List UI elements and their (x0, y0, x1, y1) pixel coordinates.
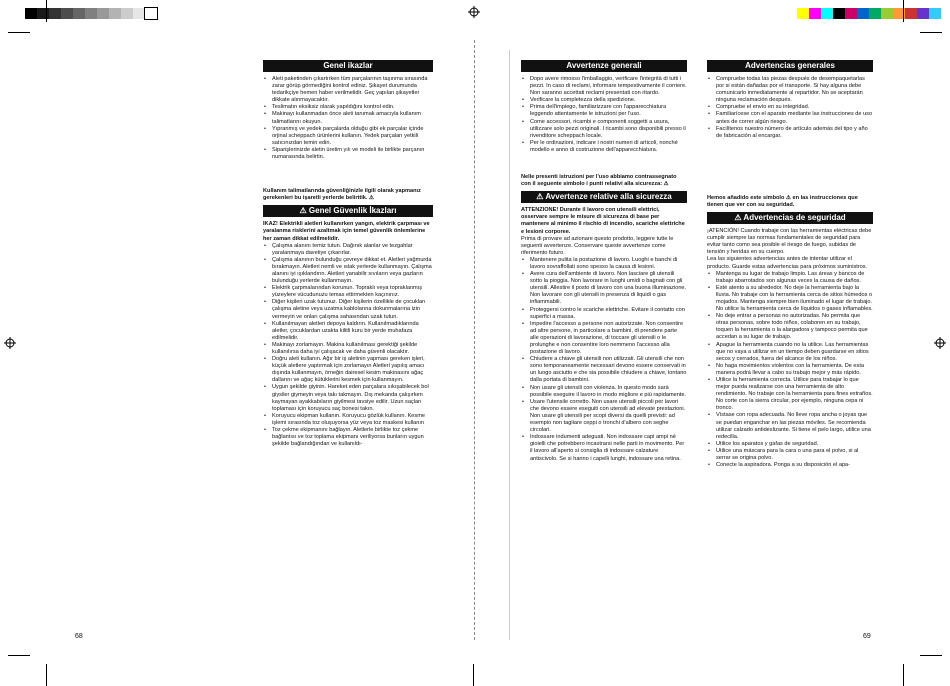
crop-mark (903, 664, 904, 686)
color-swatch (121, 8, 133, 19)
list-item: • Yıpranmış ve yedek parçalarda olduğu gibi ek parçalar içinde orjinal scheppach ürünlerini kullanın. Yedek parçaları yetkili satıcınızdan temin edin. (263, 126, 433, 147)
list-item: • Toz çekme ekipmanını bağlayın. Aletlerle birlikte toz çekme bağlantısı ve toz toplama ekipmanı veriliyorsa bunların uygun şekilde bağlandığından ve kullanıldı- (263, 427, 433, 448)
general-warnings-list-it (521, 76, 687, 154)
list-item: • No haga movimientos violentos con la herramienta. De esta manera podrá llevar a cabo su trabajo mejor y más rápido. (707, 363, 873, 377)
crop-mark (46, 664, 47, 686)
list-item: • Per le ordinazioni, indicare i nostri numeri di articoli, nonché modello e anno di costruzione dell'apparecchiatura. (521, 140, 687, 154)
safety-header-es: ⚠ Advertencias de seguridad (707, 212, 873, 224)
list-item: • Apague la herramienta cuando no la utilice. Las herramientas que no vaya a utilizar en un tiempo deben guardarse en sitios secos y cerrados, fuera del alcance de los niños. (707, 342, 873, 363)
list-item: • Çalışma alanının bulunduğu çevreye dikkat et. Aletleri yağmurda bırakmayın. Aletleri nemli ve ıslak yerlerde kullanmayın. Çalışma alanını iyi ışıklandırın. Aletleri yanabilir sıvıların veya gazların bulunduğu yerlerde kullanmayın. (263, 257, 433, 285)
color-swatch (61, 8, 73, 19)
general-warnings-header-it: Avvertenze generali (521, 60, 687, 72)
list-item: • Vístase con ropa adecuada. No lleve ropa ancha o joyas que se puedan enganchar en las piezas móviles. Se recomienda utilizar calzado antideslizante. Si tiene el pelo largo, utilice una redecilla. (707, 412, 873, 440)
list-item: • Come accessori, ricambi e componenti soggetti a usura, utilizzare solo pezzi originali. I ricambi sono disponibili presso il rivenditore scheppach locale. (521, 119, 687, 140)
list-item: • Koruyucu ekipman kullanın. Koruyucu gözlük kullanın. Kesme işlemi sırasında toz oluşuyorsa yüz veya toz maskesi kullanın (263, 413, 433, 427)
color-swatch (25, 8, 37, 19)
color-swatch (109, 8, 121, 19)
color-swatch (845, 8, 857, 19)
list-item: • Compruebe todas las piezas después de desempaquetarlas por si están dañadas por el transporte. Si hay alguna debe comunicarlo inmediatamente al repartidor. No se aceptarán ninguna reclamación después. (707, 76, 873, 104)
general-warnings-list-es (707, 76, 873, 140)
column-spanish (707, 60, 873, 469)
list-item: • Doğru aleti kullanın. Ağır bir iş aletinin yapması gereken işleri, küçük aletlere yaptırmak için zorlamayın Aletleri yapılış amacı dışında kullanmayın, örneğin dairesel kesim makinasını ağaç dallarını ve ağaç kütüklerini kesmek için kullanmayın. (263, 356, 433, 384)
general-warnings-list-tr (263, 76, 433, 161)
list-item: • No deje entrar a personas no autorizadas. No permita que otras personas, sobre todo niños, colaboren en su trabajo, toquen la herramienta o la alargadora y tampoco permita que accedan a su lugar de trabajo. (707, 313, 873, 341)
color-swatch (917, 8, 929, 19)
warning-text-es: ¡ATENCIÓN! Cuando trabaje con las herramientas eléctricas debe cumplir siempre las normas fundamentales de seguridad para evitar tanto como sea posible el riesgo de fuego, subidas de tensión y heridas en su cuerpo. (707, 228, 872, 256)
list-item: • Utilice una máscara para la cara o una para el polvo, si al serrar se origina polvo. (707, 448, 873, 462)
registration-mark-icon (468, 6, 480, 18)
crop-mark (920, 655, 942, 656)
safety-list-it (521, 257, 687, 463)
list-item: • Esté atento a su alrededor. No deje la herramienta bajo la lluvia. No trabaje con la herramienta cerca de sitios húmedos o mojados. Mantenga siempre bien iluminado el lugar de trabajo. No utilice la herramienta cerca de líquidos o gases inflamables. (707, 285, 873, 313)
color-swatch (85, 8, 97, 19)
list-item: • Mantenere pulita la postazione di lavoro. Luoghi e banchi di lavoro sovraffollati sono spesso la causa di lesioni. (521, 257, 687, 271)
column-italian (521, 60, 687, 463)
general-warnings-header-es: Advertencias generales (707, 60, 873, 72)
color-swatch (881, 8, 893, 19)
safety-header-tr: ⚠ Genel Güvenlik İkazları (263, 205, 433, 217)
warning-text-tr: IKAZ! Elektrikli aletleri kullanırken yangın, elektrik çarpması ve yaralanma risklerini azaltmak için temel güvenlik önlemlerine her zaman dikkat edilmelidir. (263, 221, 430, 242)
list-item: • Uygun şekilde giyinin. Hareket eden parçalara sıkışabilecek bol giysiler giymeyin veya takı takmayın. Dış mekanda çalışırken kaymayan ayakkabıların giyilmesi tavsiye edilir. Uzun saçları toplaması için koruyucu saç bonesi takın. (263, 384, 433, 412)
list-item: • Chiudere a chiave gli utensili non utilizzati. Gli utensili che non sono temporaneamente necessari devono essere conservati in un luogo asciutto e che sia possibile chiudere a chiave, lontano dalla portata di bambini. (521, 356, 687, 384)
page-number-right: 69 (863, 633, 871, 640)
list-item: • Proteggersi contro le scariche elettriche. Evitare il contatto con superfici a massa. (521, 307, 687, 321)
crop-mark (920, 32, 942, 33)
registration-mark-icon (4, 337, 16, 349)
list-item: • Siparişlerinizde aletin üretim yılı ve modeli ile birlikte parçanın numarasında belirtin. (263, 147, 433, 161)
color-swatch (809, 8, 821, 19)
page-number-left: 68 (75, 633, 83, 640)
safety-header-it: ⚠ Avvertenze relative alla sicurezza (521, 191, 687, 203)
general-warnings-header-tr: Genel ikazlar (263, 60, 433, 72)
safety-list-es (707, 271, 873, 470)
intro-text-it: Prima di provare ad azionare questo prodotto, leggere tutte le seguenti avvertenze. Conservare queste avvertenze come riferimento futuro. (521, 235, 674, 256)
warning-text-it: ATTENZIONE! Durante il lavoro con utensili elettrici, osservare sempre le misure di sicurezza di base per mantenere al minimo il rischio di incendio, scariche elettriche e lesioni corporee. (521, 207, 685, 235)
list-item: • Makinayı zorlamayın. Makina kullanılması gerektiği şekilde kullanılırsa daha iyi çalışacak ve daha güvenli olacaktır. (263, 342, 433, 356)
crop-mark (46, 0, 47, 22)
color-swatch (73, 8, 85, 19)
list-item: • Non usare gli utensili con violenza. In questo modo sarà possibile eseguire il lavoro in modo migliore e più rapidamente. (521, 385, 687, 399)
color-swatch (821, 8, 833, 19)
safety-list-tr (263, 243, 433, 449)
fold-line (474, 40, 475, 640)
color-swatch (833, 8, 845, 19)
color-swatch (97, 8, 109, 19)
list-item: • Impedire l'accesso a persone non autorizzate. Non consentire ad altre persone, in particolare a bambini, di prendere parte alle operazioni di lavorazione, di toccare gli utensili o le prolunghe e non consentire loro nemmeno l'accesso alla postazione di lavoro. (521, 321, 687, 356)
symbol-note-tr: Kullanım talimatlarında güvenliğinizle ilgili olarak yapmanız gerekenleri bu işaretli yerlerde belirttik. ⚠ (263, 188, 421, 202)
process-color-bar (797, 8, 941, 19)
crop-mark (8, 32, 30, 33)
list-item: • Makinayı kullanmadan önce aleti tanımak amacıyla kullanım talimatlarını okuyun. (263, 111, 433, 125)
list-item: • Çalışma alanını temiz tutun. Dağınık alanlar ve tezgahlar yaralanmaya davetiye çıkarırlar. (263, 243, 433, 257)
color-swatch (857, 8, 869, 19)
list-item: • Prima dell'impiego, familiarizzare con l'apparecchiatura leggendo attentamente le istruzioni per l'uso. (521, 104, 687, 118)
list-item: • Indossare indumenti adeguati. Non indossare capi ampi né gioielli che potrebbero incastrarsi nelle parti in movimento. Per il lavoro all'aperto si consiglia di indossare calzature antiscivolo. Se si hanno i capelli lunghi, indossare una retina. (521, 434, 687, 462)
list-item: • Utilice la herramienta correcta. Utilice para trabajar lo que mejor pueda realizarse con una herramienta de alto rendimiento. No trabaje con la herramienta para fines extraños. No corte con la sierra circular, por ejemplo, ninguna cepa ni tronco. (707, 377, 873, 412)
list-item: • Usare l'utensile corretto. Non usare utensili piccoli per lavori che devono essere eseguiti con utensili ad elevate prestazioni. Non usare gli utensili per scopi diversi da quelli previsti: ad esempio non tagliare ceppi o tronchi d'albero con seghe circolari. (521, 399, 687, 434)
list-item: • Utilice los aparatos y gafas de seguridad. (707, 441, 873, 448)
registration-mark-icon (934, 337, 946, 349)
list-item: • Kullanılmayan aletleri depoya kaldırın. Kullanılmadıklarında aletler, çocuklardan uzakta kilitli kuru bir yerde muhafaza edilmelidir. (263, 321, 433, 342)
crop-mark (473, 664, 474, 686)
list-item: • Aleti paketinden çıkartırken tüm parçalarının taşınma sırasında zarar görüp görmediğini kontrol ediniz. Şikayet durumunda tedarikçiye hemen haber verilmelidir. Geç yapılan şikayetler dikkate alınmayacaktır. (263, 76, 433, 104)
intro-text-es: Lea las siguientes advertencias antes de intentar utilizar el producto. Guarde estas advertencias para próximos suministros. (707, 256, 868, 270)
grayscale-color-bar (25, 8, 157, 19)
color-swatch (37, 8, 49, 19)
color-swatch (869, 8, 881, 19)
color-swatch (797, 8, 809, 19)
color-swatch (49, 8, 61, 19)
list-item: • Mantenga su lugar de trabajo limpio. Las áreas y bancos de trabajo abarrotados son algunas veces la causa de daños. (707, 271, 873, 285)
crop-mark (8, 655, 30, 656)
color-swatch (145, 8, 157, 19)
list-item: • Teslimatın eksiksiz olarak yapıldığını kontrol edin. (263, 104, 433, 111)
list-item: • Compruebe el envío en su integridad. (707, 104, 873, 111)
color-swatch (905, 8, 917, 19)
symbol-note-it: Nelle presenti istruzioni per l'uso abbiamo contrassegnato con il seguente simbolo i punti relativi alla sicurezza: ⚠ (521, 174, 677, 188)
list-item: • Elektrik çarpmalarından korunun. Topraklı veya topraklanmış yüzeylere vücudunuzu temas ettirmekten kaçınınız. (263, 285, 433, 299)
color-swatch (133, 8, 145, 19)
list-item: • Verificare la completezza della spedizione. (521, 97, 687, 104)
fold-line (509, 50, 510, 640)
symbol-note-es: Hemos añadido este símbolo ⚠ en las instrucciones que tienen que ver con su seguridad. (707, 194, 858, 208)
list-item: • Conecte la aspiradora. Ponga a su disposición el apa- (707, 462, 873, 469)
list-item: • Familiarícese con el aparato mediante las instrucciones de uso antes de correr algún riesgo. (707, 111, 873, 125)
list-item: • Facilítenos nuestro número de artículo además del tipo y año de fabricación al encargar. (707, 126, 873, 140)
color-swatch (929, 8, 941, 19)
list-item: • Dopo avere rimosso l'imballaggio, verificare l'integrità di tutti i pezzi. In caso di reclami, informare tempestivamente il corriere. Non saranno accettati reclami presentati con ritardo. (521, 76, 687, 97)
column-turkish (263, 60, 433, 448)
crop-mark (903, 0, 904, 22)
list-item: • Diğer kişileri uzak tutunuz. Diğer kişilerin özellikle de çocukları çalışma aletine veya uzatma kablolarına dokunmalarına izin vermeyin ve onları çalışma sahasından uzak tutun. (263, 299, 433, 320)
list-item: • Avere cura dell'ambiente di lavoro. Non lasciare gli utensili sotto la pioggia. Non lavorare in luoghi umidi o bagnati con gli utensili. Allestire il posto di lavoro con una buona illuminazione. Non lavorare con gli utensili in presenza di liquidi o gas infiammabili. (521, 271, 687, 306)
